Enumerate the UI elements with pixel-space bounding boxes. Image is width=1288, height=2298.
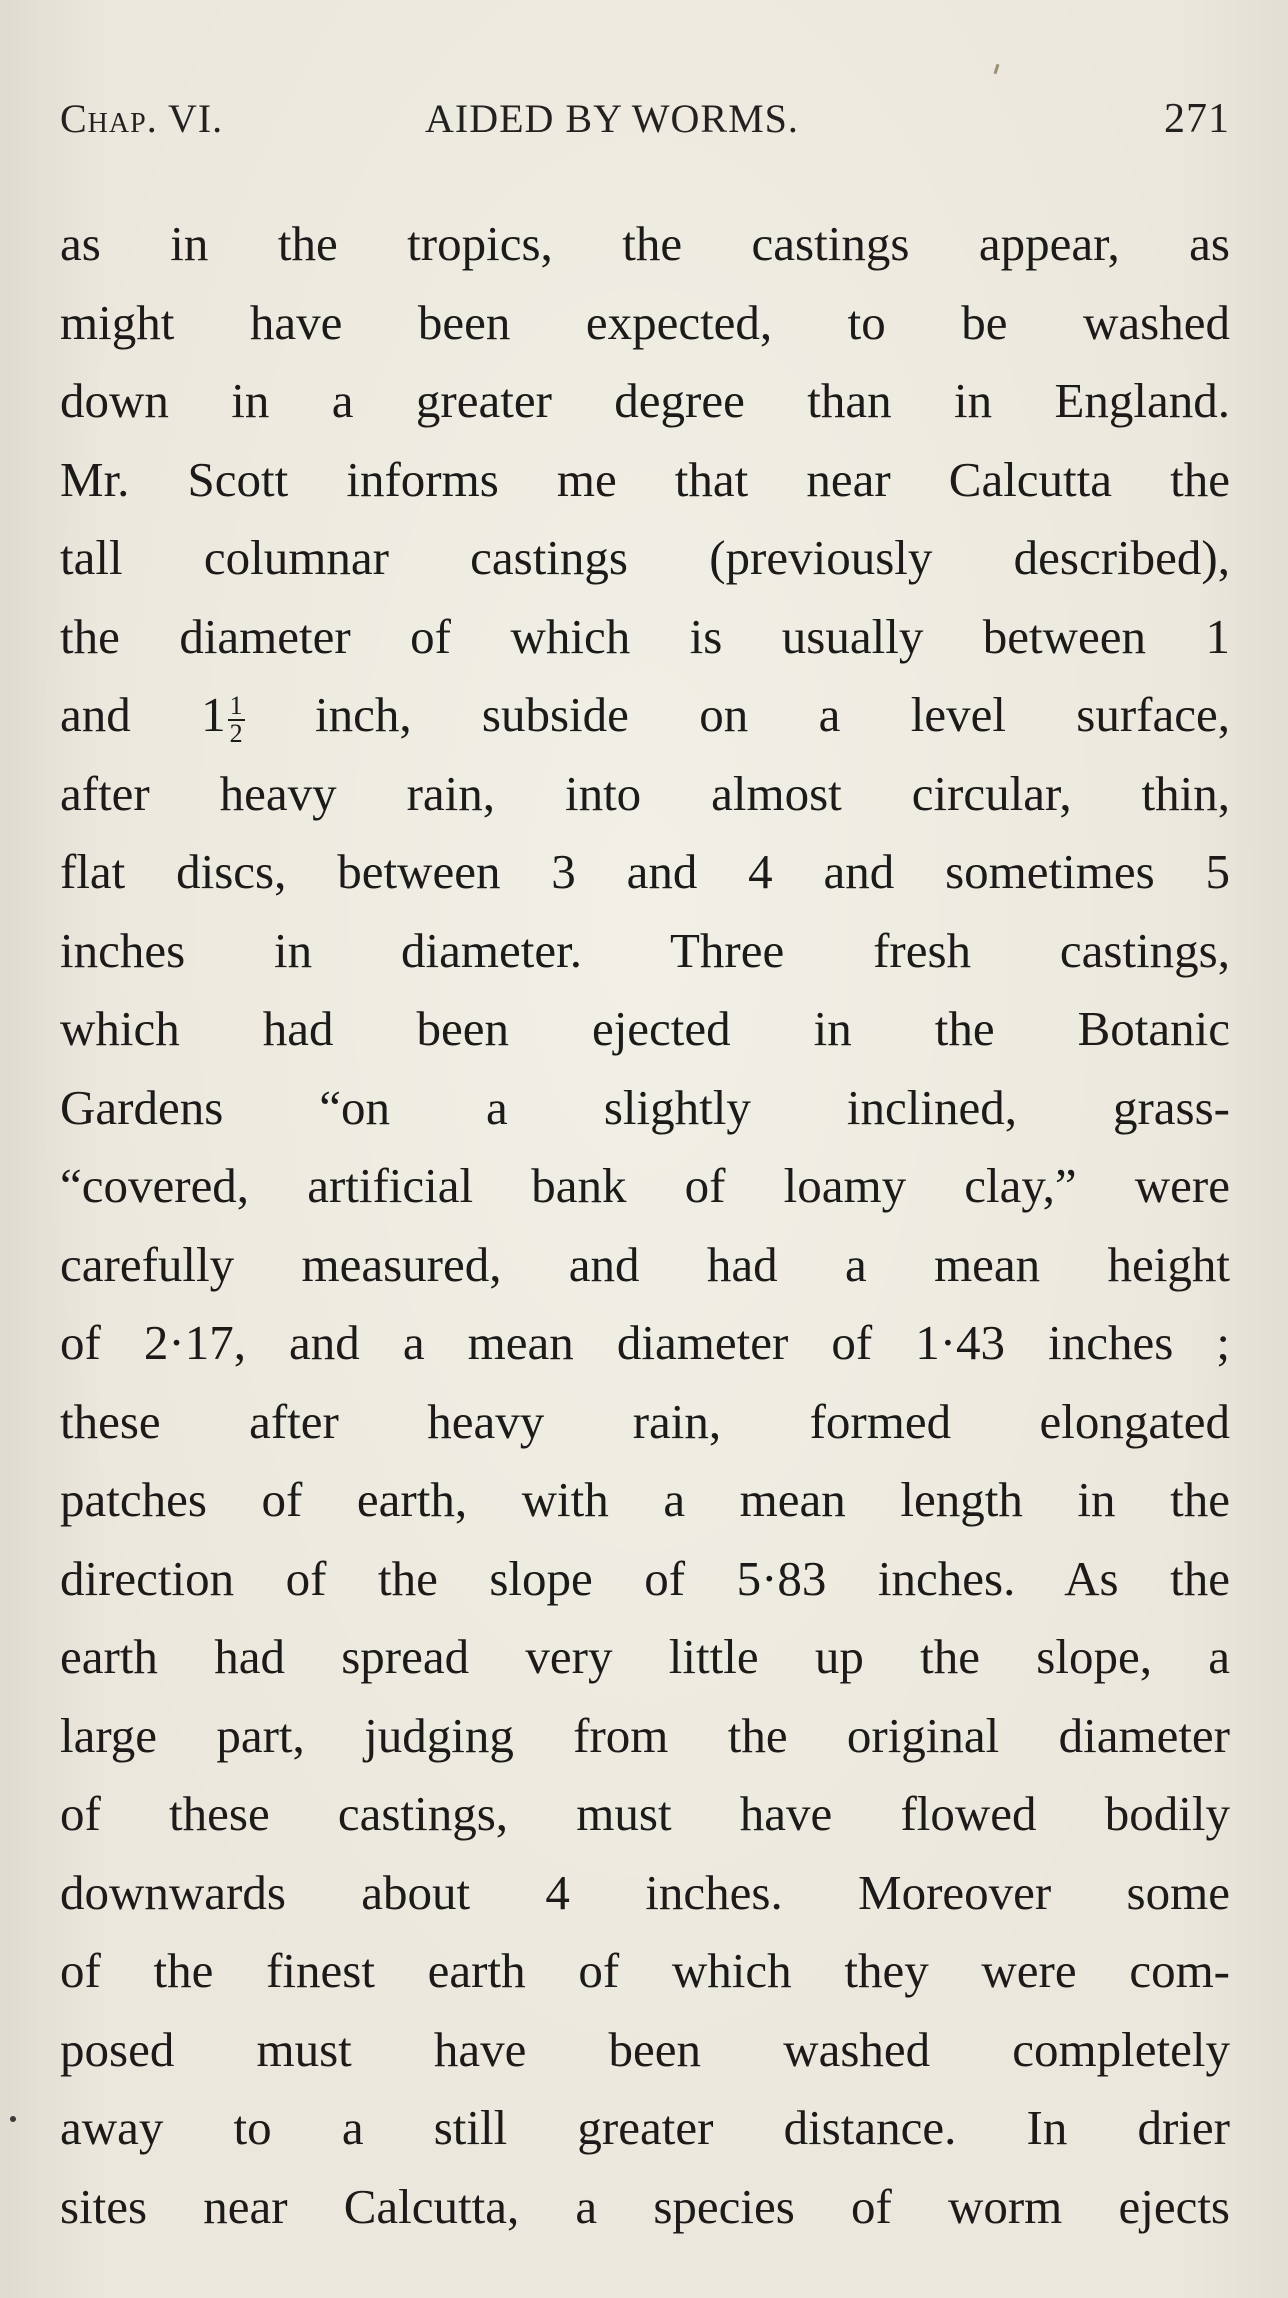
text-line: tall columnar castings (previously described), [60, 530, 1230, 585]
text-line: as in the tropics, the castings appear, as [60, 216, 1230, 271]
text-line: the diameter of which is usually between 1 [60, 608, 1230, 664]
page-number: 271 [1164, 96, 1230, 142]
text-line: away to a still greater distance. In drier [60, 2100, 1230, 2155]
text-line: earth had spread very little up the slope, a [60, 1629, 1230, 1684]
text-line: which had been ejected in the Botanic [60, 1001, 1230, 1056]
text-line: Mr. Scott informs me that near Calcutta the [60, 451, 1230, 507]
text-line: Gardens “on a slightly inclined, grass- [60, 1079, 1230, 1135]
text-line-with-fraction [60, 676, 1230, 755]
paper-mark [994, 64, 1000, 74]
text-line: posed must have been washed completely [60, 2021, 1230, 2077]
chapter-label: Chap. VI. [60, 96, 224, 141]
text-line: downwards about 4 inches. Moreover some [60, 1864, 1230, 1920]
text-line: flat discs, between 3 and 4 and sometimes 5 [60, 844, 1230, 899]
fraction [228, 690, 245, 748]
ink-speck [10, 2116, 16, 2122]
fraction-numerator: 1 [229, 690, 243, 720]
text-line: large part, judging from the original diameter [60, 1707, 1230, 1763]
text-line: after heavy rain, into almost circular, thin, [60, 765, 1230, 821]
running-title: AIDED BY WORMS. [425, 96, 799, 141]
text-line: of the finest earth of which they were com- [60, 1943, 1230, 1998]
running-head [60, 95, 1230, 155]
text-line: direction of the slope of 5·83 inches. As the [60, 1550, 1230, 1606]
text-line: might have been expected, to be washed [60, 294, 1230, 350]
text-line: of 2·17, and a mean diameter of 1·43 inches ; [60, 1315, 1230, 1370]
text-line: “covered, artificial bank of loamy clay,” were [60, 1158, 1230, 1213]
text-line: down in a greater degree than in England. [60, 373, 1230, 428]
fraction-line-before: and 1 [60, 687, 226, 742]
text-line: inches in diameter. Three fresh castings, [60, 922, 1230, 978]
text-line: sites near Calcutta, a species of worm ejects [60, 2178, 1230, 2234]
text-line: carefully measured, and had a mean height [60, 1236, 1230, 1292]
fraction-denominator: 2 [229, 718, 243, 748]
text-line: these after heavy rain, formed elongated [60, 1393, 1230, 1449]
text-line: of these castings, must have flowed bodily [60, 1786, 1230, 1841]
body-text [60, 205, 1230, 2246]
text-line: patches of earth, with a mean length in the [60, 1472, 1230, 1527]
fraction-line-after: inch, subside on a level surface, [244, 687, 1230, 742]
